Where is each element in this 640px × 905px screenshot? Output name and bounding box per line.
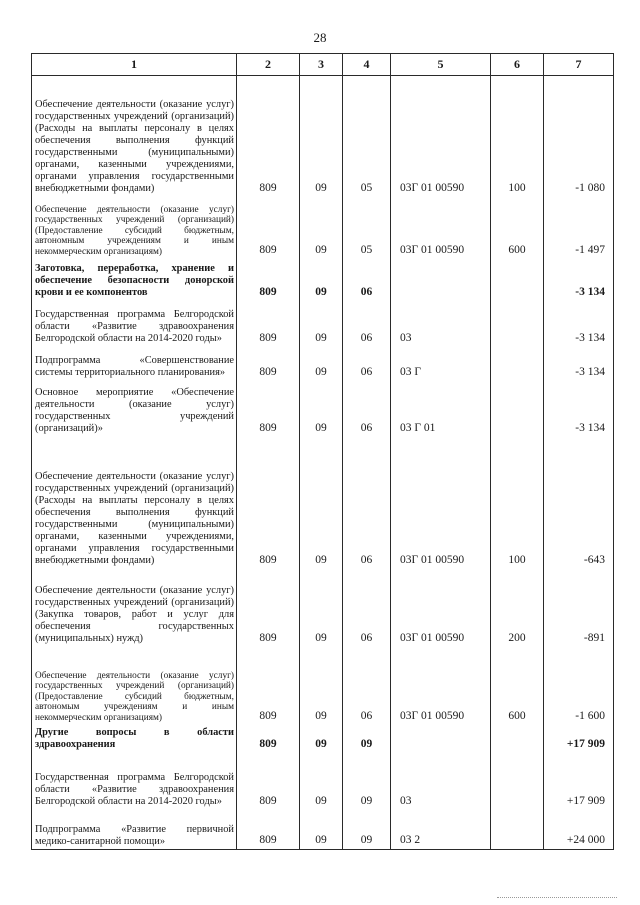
row-target-code-cell: 03Г 01 00590 [391,569,491,647]
row-subsection-cell: 06 [343,301,391,347]
row-expense-type-cell [491,347,544,381]
row-amount-cell: -643 [544,437,614,569]
row-amount-cell: -1 600 [544,647,614,725]
table-row [32,437,614,569]
row-section-cell: 09 [300,725,343,753]
row-amount-cell: -3 134 [544,381,614,437]
row-admin-code-cell: 809 [237,197,300,259]
row-section-cell: 09 [300,810,343,850]
row-admin-code-cell: 809 [237,647,300,725]
row-admin-code-cell: 809 [237,259,300,301]
row-subsection-cell: 06 [343,347,391,381]
row-subsection-cell: 06 [343,381,391,437]
row-amount-cell: -3 134 [544,259,614,301]
row-name-cell: Обеспечение деятельности (оказание услуг) государственных учреждений (организаций) (Предоставление субсидий бюджетным, автономым учреждениям и иным некоммерческим организациям) [32,647,237,725]
row-expense-type-cell: 600 [491,647,544,725]
row-target-code-cell: 03 2 [391,810,491,850]
table-row [32,347,614,381]
row-target-code-cell: 03Г 01 00590 [391,647,491,725]
row-target-code-cell: 03 Г [391,347,491,381]
table-row [32,301,614,347]
row-expense-type-cell [491,753,544,810]
row-target-code-cell: 03 [391,301,491,347]
header-col-1: 1 [32,54,237,76]
row-amount-cell: -1 497 [544,197,614,259]
row-subsection-cell: 06 [343,259,391,301]
row-subsection-cell: 09 [343,725,391,753]
row-name-cell: Основное мероприятие «Обеспечение деятельности (оказание услуг) государственных учреждений (организаций)» [32,381,237,437]
row-amount-cell: -891 [544,569,614,647]
row-section-cell: 09 [300,569,343,647]
table-row [32,810,614,850]
row-target-code-cell: 03Г 01 00590 [391,197,491,259]
table-row [32,753,614,810]
row-expense-type-cell: 200 [491,569,544,647]
header-col-7: 7 [544,54,614,76]
row-amount-cell: -3 134 [544,301,614,347]
row-target-code-cell [391,725,491,753]
header-row [32,54,614,76]
header-col-5: 5 [391,54,491,76]
row-name-cell: Государственная программа Белгородской области «Развитие здравоохранения Белгородской области на 2014-2020 годы» [32,753,237,810]
row-amount-cell: -1 080 [544,76,614,197]
table-row [32,725,614,753]
row-target-code-cell: 03Г 01 00590 [391,437,491,569]
table-row [32,76,614,197]
row-subsection-cell: 06 [343,647,391,725]
row-target-code-cell: 03 [391,753,491,810]
row-section-cell: 09 [300,753,343,810]
row-subsection-cell: 06 [343,569,391,647]
row-expense-type-cell [491,301,544,347]
row-subsection-cell: 09 [343,753,391,810]
budget-table [31,53,614,850]
row-section-cell: 09 [300,647,343,725]
row-expense-type-cell [491,725,544,753]
row-subsection-cell: 09 [343,810,391,850]
table-body [32,76,614,850]
row-section-cell: 09 [300,76,343,197]
row-name-cell: Заготовка, переработка, хранение и обеспечение безопасности донорской крови и ее компонентов [32,259,237,301]
row-target-code-cell: 03Г 01 00590 [391,76,491,197]
row-expense-type-cell [491,259,544,301]
header-col-2: 2 [237,54,300,76]
row-admin-code-cell: 809 [237,76,300,197]
row-section-cell: 09 [300,259,343,301]
row-admin-code-cell: 809 [237,569,300,647]
row-amount-cell: -3 134 [544,347,614,381]
row-section-cell: 09 [300,301,343,347]
row-expense-type-cell [491,810,544,850]
row-name-cell: Обеспечение деятельности (оказание услуг) государственных учреждений (организаций) (Предоставление субсидий бюджетным, автономным учреждениям и иным некоммерческим организациям) [32,197,237,259]
row-admin-code-cell: 809 [237,437,300,569]
row-expense-type-cell: 100 [491,437,544,569]
footer-mark [497,897,617,898]
row-admin-code-cell: 809 [237,381,300,437]
table-row [32,381,614,437]
header-col-6: 6 [491,54,544,76]
row-name-cell: Подпрограмма «Совершенствование системы территориального планирования» [32,347,237,381]
row-subsection-cell: 06 [343,437,391,569]
row-admin-code-cell: 809 [237,810,300,850]
row-admin-code-cell: 809 [237,753,300,810]
row-name-cell: Обеспечение деятельности (оказание услуг) государственных учреждений (организаций) (Расходы на выплаты персоналу в целях обеспечения выполнения функций государственными (муниципальными) органами, казенными учреждениями, органами управления государственными внебюджетными фондами) [32,437,237,569]
row-section-cell: 09 [300,197,343,259]
row-amount-cell: +17 909 [544,725,614,753]
row-admin-code-cell: 809 [237,301,300,347]
row-amount-cell: +24 000 [544,810,614,850]
header-col-4: 4 [343,54,391,76]
row-name-cell: Государственная программа Белгородской области «Развитие здравоохранения Белгородской области на 2014-2020 годы» [32,301,237,347]
row-section-cell: 09 [300,437,343,569]
row-expense-type-cell: 600 [491,197,544,259]
row-target-code-cell [391,259,491,301]
row-subsection-cell: 05 [343,197,391,259]
row-admin-code-cell: 809 [237,347,300,381]
row-subsection-cell: 05 [343,76,391,197]
row-section-cell: 09 [300,381,343,437]
header-col-3: 3 [300,54,343,76]
row-name-cell: Подпрограмма «Развитие первичной медико-санитарной помощи» [32,810,237,850]
row-target-code-cell: 03 Г 01 [391,381,491,437]
row-section-cell: 09 [300,347,343,381]
row-admin-code-cell: 809 [237,725,300,753]
page-number: 28 [313,30,327,45]
table-row [32,197,614,259]
table-row [32,569,614,647]
row-name-cell: Обеспечение деятельности (оказание услуг) государственных учреждений (организаций) (Закупка товаров, работ и услуг для обеспечения государственных (муниципальных) нужд) [32,569,237,647]
row-name-cell: Обеспечение деятельности (оказание услуг) государственных учреждений (организаций) (Расходы на выплаты персоналу в целях обеспечения выполнения функций государственными (муниципальными) органами, казенными учреждениями, органами управления государственными внебюджетными фондами) [32,76,237,197]
table-row [32,259,614,301]
row-expense-type-cell: 100 [491,76,544,197]
row-expense-type-cell [491,381,544,437]
row-amount-cell: +17 909 [544,753,614,810]
table-row [32,647,614,725]
row-name-cell: Другие вопросы в области здравоохранения [32,725,237,753]
